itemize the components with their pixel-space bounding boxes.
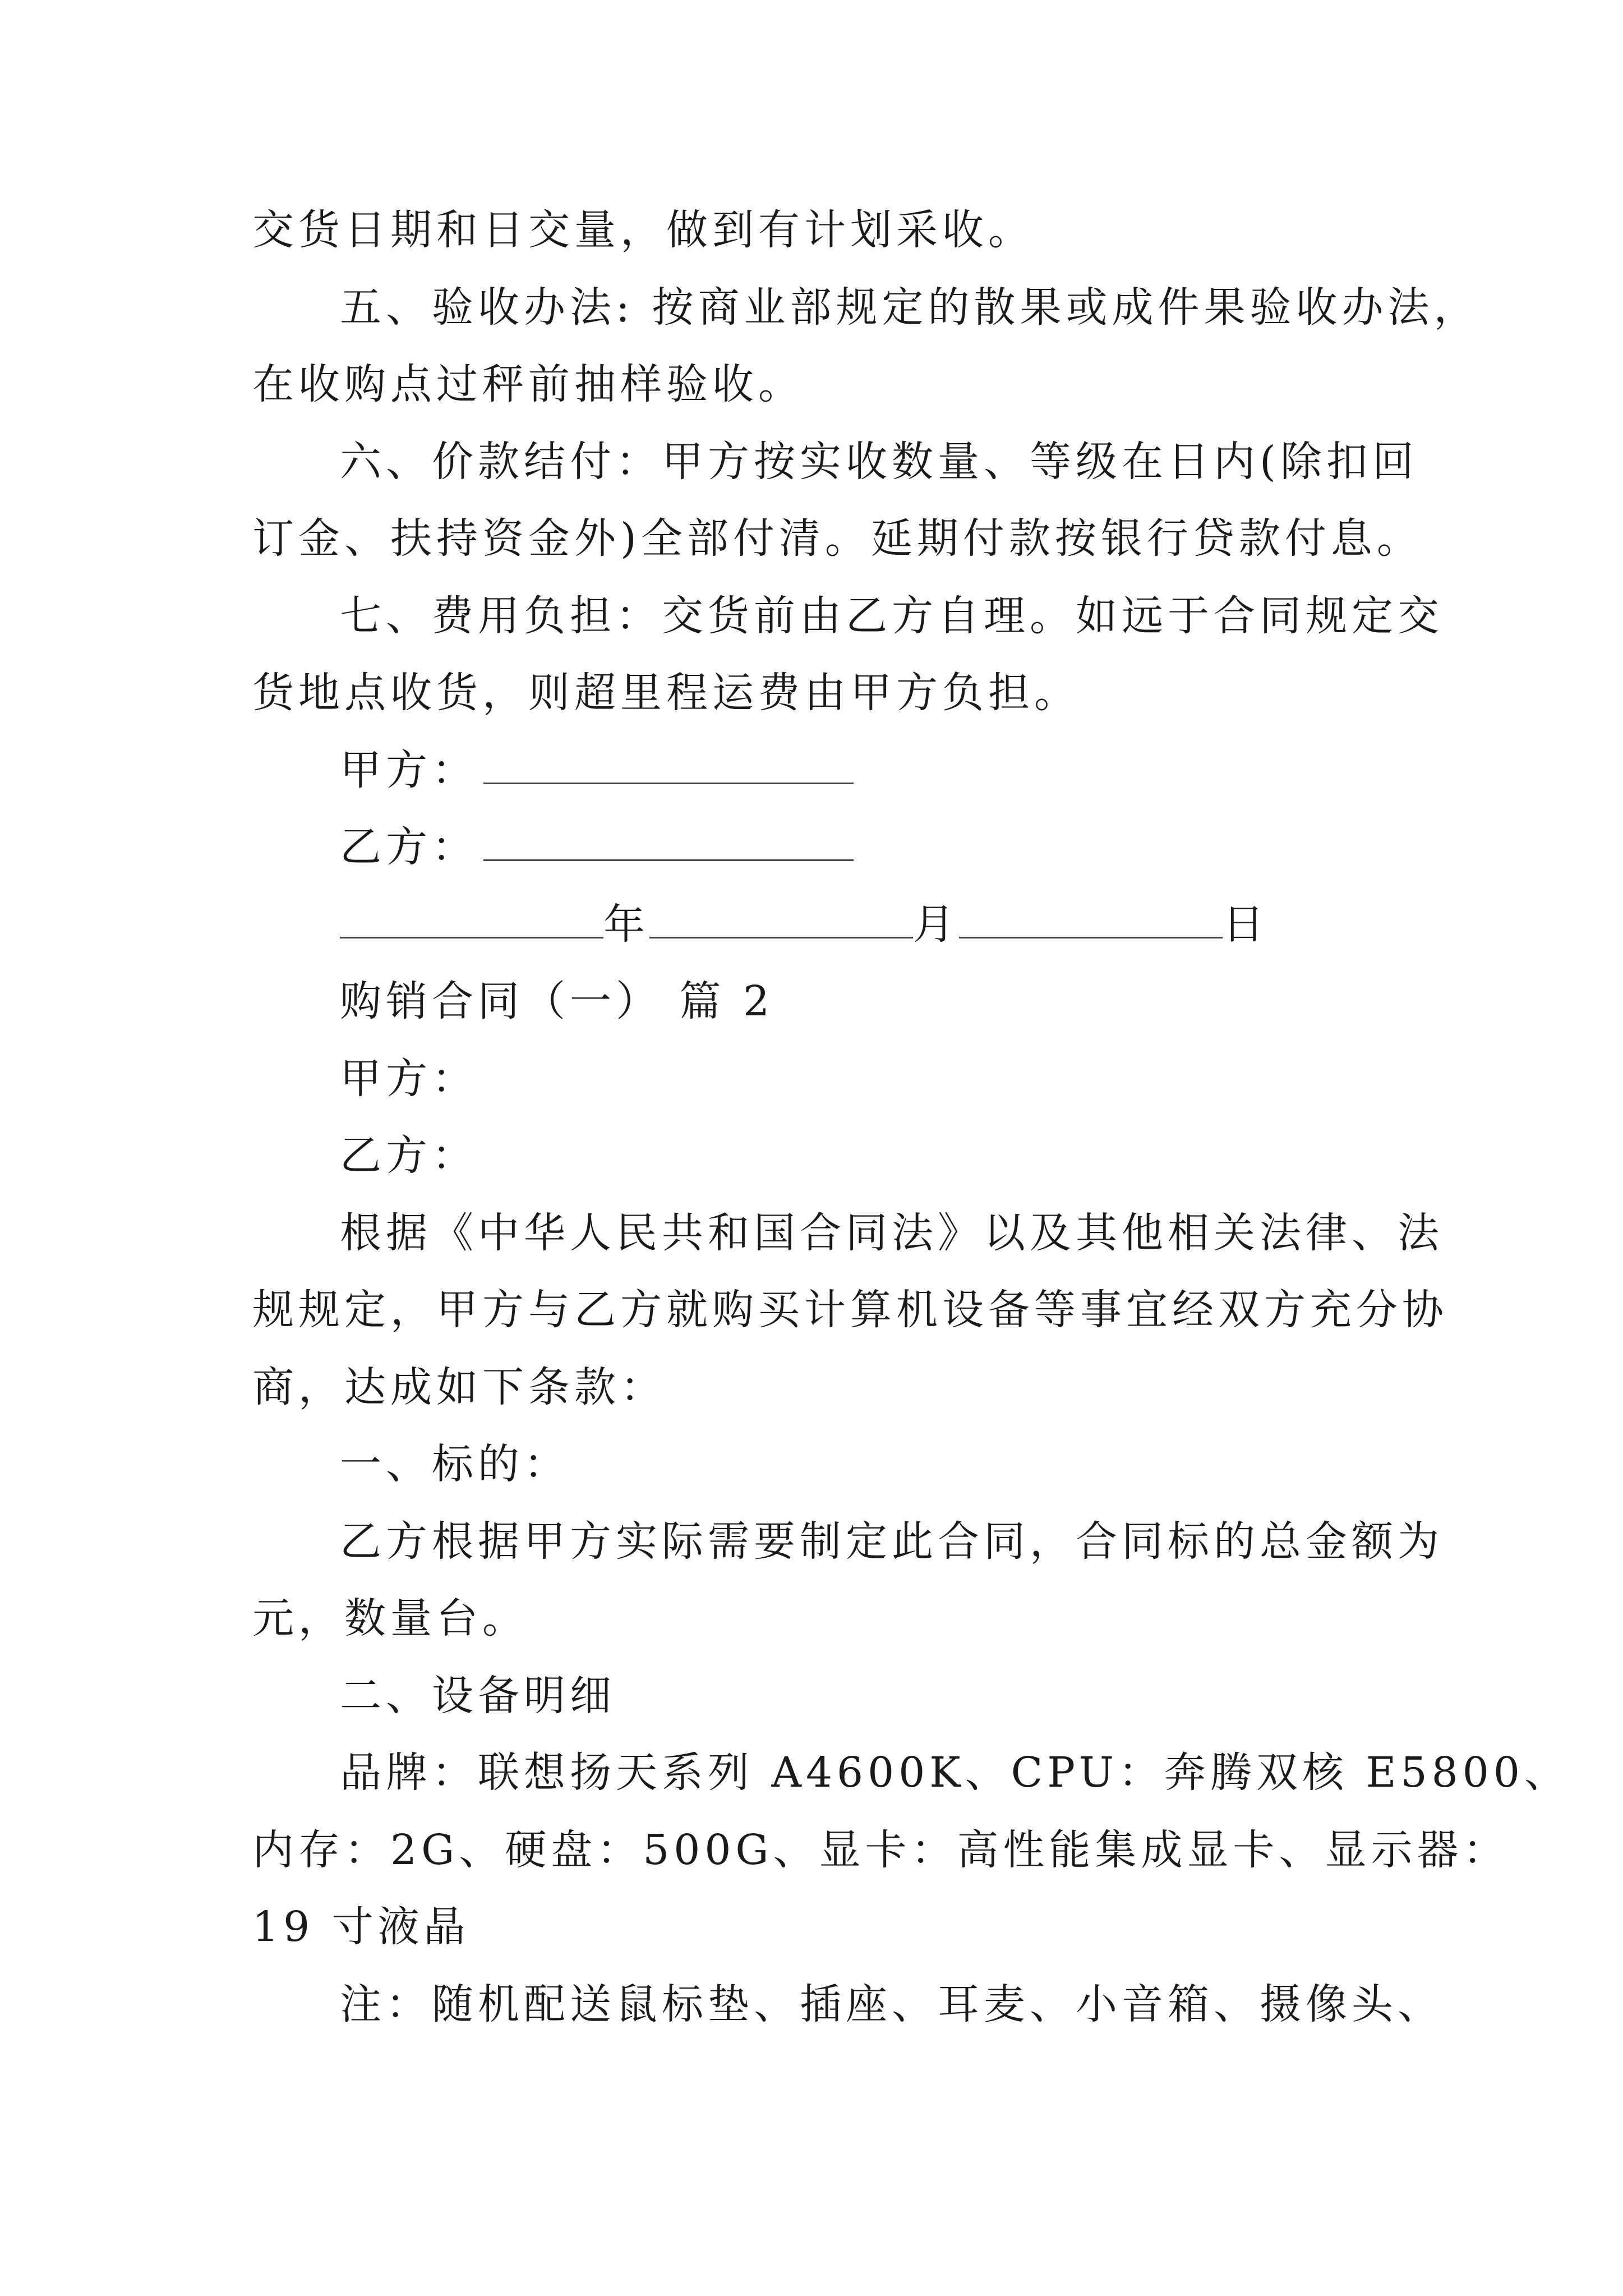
year-label: 年 <box>603 900 649 949</box>
signature-party-b <box>340 816 854 878</box>
paragraph-line: 规规定，甲方与乙方就购买计算机设备等事宜经双方充分协 <box>252 1286 1448 1334</box>
signature-party-a-label: 甲方： <box>340 746 478 794</box>
paragraph-line: 六、价款结付：甲方按实收数量、等级在日内(除扣回 <box>340 438 1418 486</box>
party-a-label: 甲方： <box>340 1055 478 1103</box>
paragraph-line: 订金、扶持资金外)全部付清。延期付款按银行贷款付息。 <box>252 514 1423 563</box>
paragraph-line: 七、费用负担：交货前由乙方自理。如远于合同规定交 <box>340 592 1444 640</box>
month-blank <box>649 898 913 938</box>
paragraph-line: 交货日期和日交量，做到有计划采收。 <box>252 206 1034 254</box>
signature-party-a <box>340 739 854 801</box>
day-label: 日 <box>1223 900 1269 949</box>
paragraph-line: 货地点收货，则超里程运费由甲方负担。 <box>252 669 1080 717</box>
year-blank <box>340 898 603 938</box>
paragraph-line: 商，达成如下条款： <box>252 1363 666 1411</box>
section-title: 购销合同（一） 篇 2 <box>340 977 774 1025</box>
day-blank <box>959 898 1223 938</box>
paragraph-line: 品牌：联想扬天系列 A4600K、CPU：奔腾双核 E5800、 <box>340 1749 1570 1797</box>
paragraph-line: 在收购点过秤前抽样验收。 <box>252 360 804 408</box>
signature-party-b-label: 乙方： <box>340 823 478 871</box>
paragraph-line: 二、设备明细 <box>340 1672 616 1720</box>
paragraph-line: 根据《中华人民共和国合同法》以及其他相关法律、法 <box>340 1209 1444 1257</box>
month-label: 月 <box>913 900 959 949</box>
paragraph-line: 注：随机配送鼠标垫、插座、耳麦、小音箱、摄像头、 <box>340 1980 1444 2028</box>
party-b-label: 乙方： <box>340 1131 478 1180</box>
paragraph-line: 内存：2G、硬盘：500G、显卡：高性能集成显卡、显示器： <box>252 1826 1509 1874</box>
paragraph-line: 乙方根据甲方实际需要制定此合同，合同标的总金额为 <box>340 1517 1444 1566</box>
paragraph-line: 一、标的： <box>340 1440 570 1488</box>
paragraph-line: 元，数量台。 <box>252 1594 528 1642</box>
paragraph-line: 五、验收办法: 按商业部规定的散果或成件果验收办法， <box>340 283 1480 332</box>
signature-date <box>340 894 1269 955</box>
signature-party-a-blank <box>483 743 854 784</box>
paragraph-line: 19 寸液晶 <box>252 1903 470 1951</box>
signature-party-b-blank <box>483 820 854 861</box>
